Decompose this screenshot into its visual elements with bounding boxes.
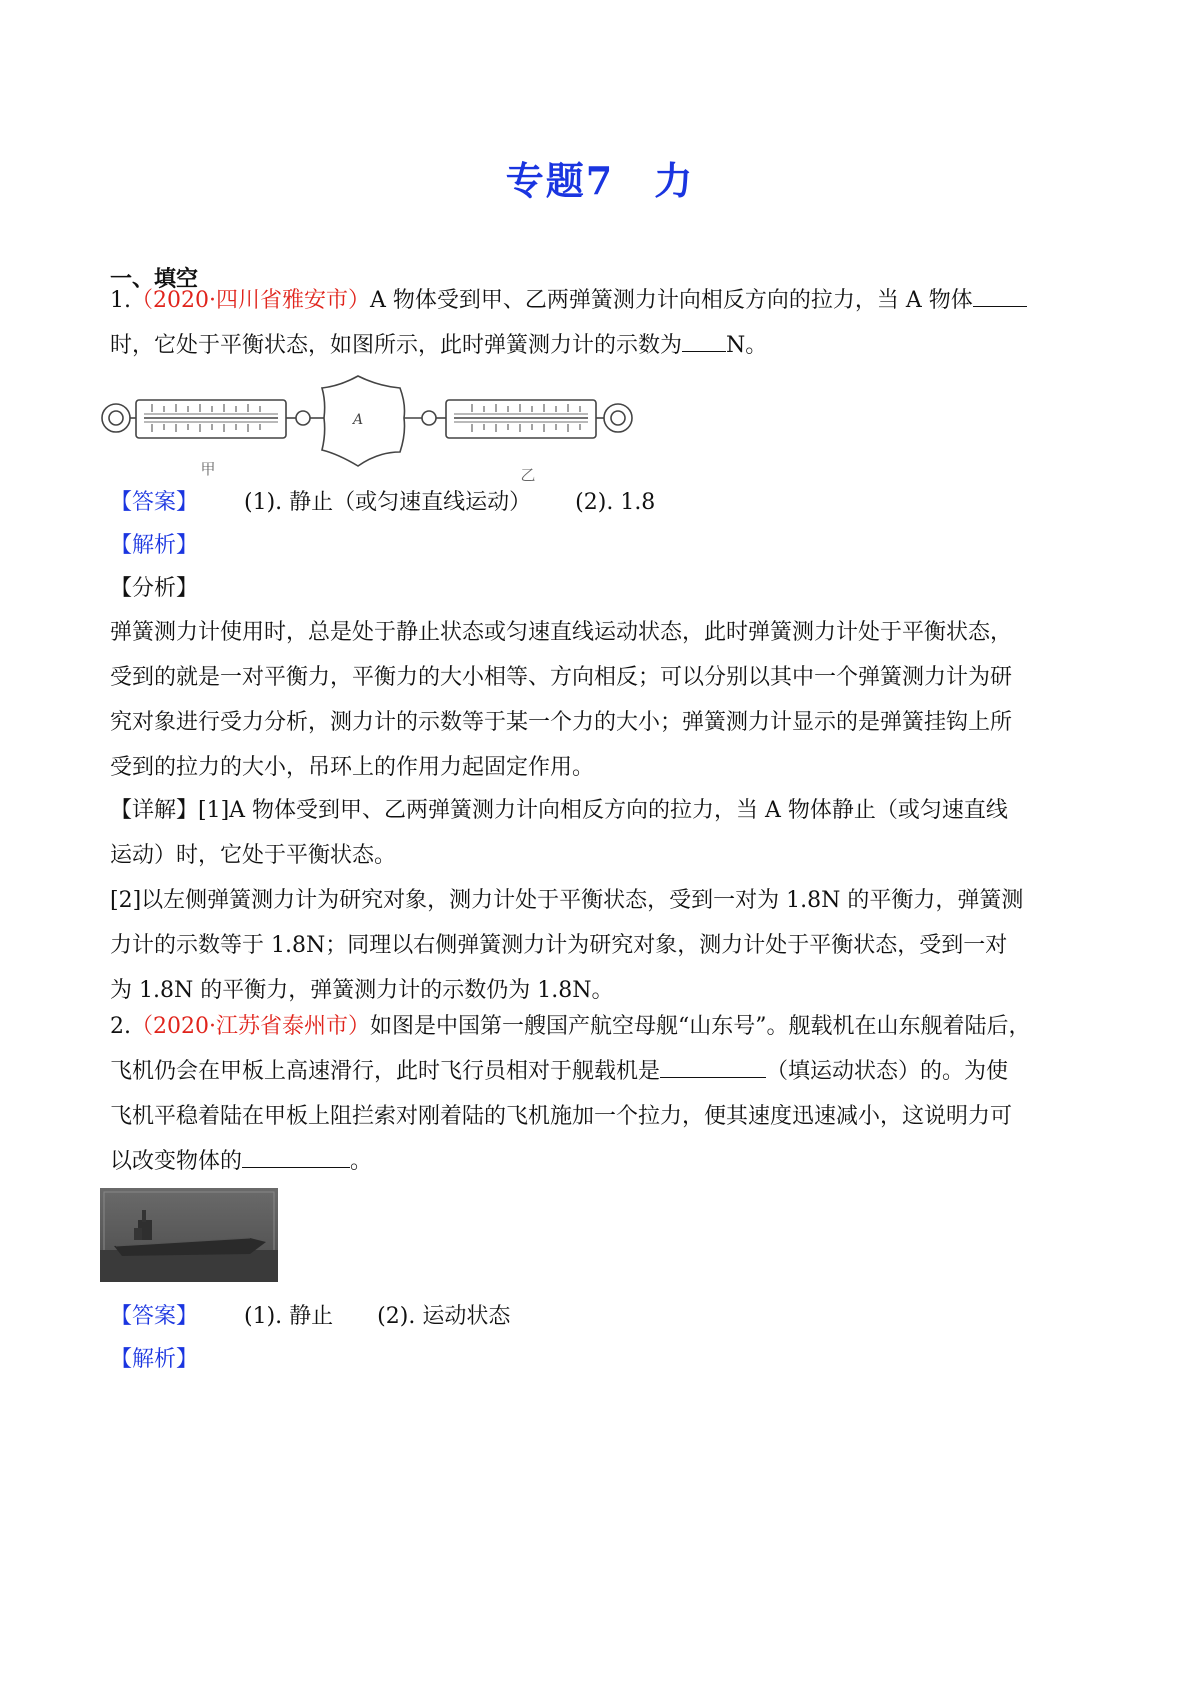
q1-jiexi: [110, 523, 198, 568]
q1-fenxi-body: [110, 610, 1100, 790]
q1-fenxi-tag: 【分析】: [110, 576, 199, 601]
title-sub: 力: [654, 158, 695, 203]
q2-answer: [110, 1294, 510, 1339]
q2-answer-2: (2). 运动状态: [377, 1304, 511, 1329]
figure-label-right: 乙: [520, 466, 536, 484]
fenxi-line: 弹簧测力计使用时，总是处于静止状态或匀速直线运动状态，此时弹簧测力计处于平衡状态，: [110, 620, 1013, 645]
xiangjie-line: [2]以左侧弹簧测力计为研究对象，测力计处于平衡状态，受到一对为 1.8N 的平衡力，弹簧测: [110, 888, 1024, 913]
q1-source: （2020·四川省雅安市）: [131, 288, 370, 313]
fenxi-line: 受到的拉力的大小，吊环上的作用力起固定作用。: [110, 755, 595, 780]
q2-source: （2020·江苏省泰州市）: [131, 1014, 370, 1039]
fenxi-line: 受到的就是一对平衡力，平衡力的大小相等、方向相反；可以分别以其中一个弹簧测力计为研: [110, 665, 1013, 690]
title-main: 专题7: [505, 158, 615, 203]
xiangjie-line: 力计的示数等于 1.8N；同理以右侧弹簧测力计为研究对象，测力计处于平衡状态，受到一对: [110, 933, 1008, 958]
fenxi-line: 究对象进行受力分析，测力计的示数等于某一个力的大小；弹簧测力计显示的是弹簧挂钩上所: [110, 710, 1013, 735]
q2-blank-1: [660, 1053, 766, 1078]
page-title: [0, 150, 1200, 205]
q1-xiangjie-body: [110, 788, 1100, 1013]
q2-answer-tag: 【答案】: [110, 1304, 199, 1329]
q2-line4a: 以改变物体的: [110, 1149, 243, 1174]
q1-answer-1: (1). 静止（或匀速直线运动）: [244, 490, 532, 515]
q1-answer-tag: 【答案】: [110, 490, 199, 515]
q2-jiexi: [110, 1337, 198, 1382]
q1-blank-1: [973, 282, 1027, 307]
figure-label-a: A: [352, 412, 364, 428]
q1-jiexi-tag: 【解析】: [110, 533, 199, 558]
q1-blank-2: [682, 327, 726, 352]
q2-line2a: 飞机仍会在甲板上高速滑行，此时飞行员相对于舰载机是: [110, 1059, 661, 1084]
xiangjie-line: 为 1.8N 的平衡力，弹簧测力计的示数仍为 1.8N。: [110, 978, 614, 1003]
q2-answer-1: (1). 静止: [244, 1304, 334, 1329]
q1-line2a: 时，它处于平衡状态，如图所示，此时弹簧测力计的示数为: [110, 333, 683, 358]
q2-blank-2: [242, 1143, 350, 1168]
section-heading: 一、填空: [110, 267, 199, 292]
q2-line4b: 。: [350, 1149, 373, 1174]
q2-line3: 飞机平稳着陆在甲板上阻拦索对刚着陆的飞机施加一个拉力，便其速度迅速减小，这说明力可: [110, 1104, 1013, 1129]
q2-jiexi-tag: 【解析】: [110, 1347, 199, 1372]
aircraft-carrier-photo: [100, 1188, 278, 1282]
q2-number: 2.: [110, 1014, 131, 1039]
q2-line1: 如图是中国第一艘国产航空母舰“山东号”。舰载机在山东舰着陆后，: [369, 1014, 1031, 1039]
question-1: [110, 278, 1100, 368]
xiangjie-line: 运动）时，它处于平衡状态。: [110, 843, 397, 868]
spring-scale-figure: [100, 370, 640, 490]
q1-fenxi-heading: [110, 566, 198, 611]
question-2: [110, 1004, 1100, 1184]
q1-line2b: N。: [726, 333, 768, 358]
xiangjie-line: 【详解】[1]A 物体受到甲、乙两弹簧测力计向相反方向的拉力，当 A 物体静止（或匀速直线: [110, 798, 1008, 823]
q2-line2b: （填运动状态）的。为使: [766, 1059, 1009, 1084]
q1-number: 1.: [110, 288, 131, 313]
figure-label-left: 甲: [200, 460, 216, 478]
q1-line1: A 物体受到甲、乙两弹簧测力计向相反方向的拉力，当 A 物体: [369, 288, 973, 313]
q1-answer: [110, 480, 655, 525]
q1-answer-2: (2). 1.8: [575, 490, 656, 515]
